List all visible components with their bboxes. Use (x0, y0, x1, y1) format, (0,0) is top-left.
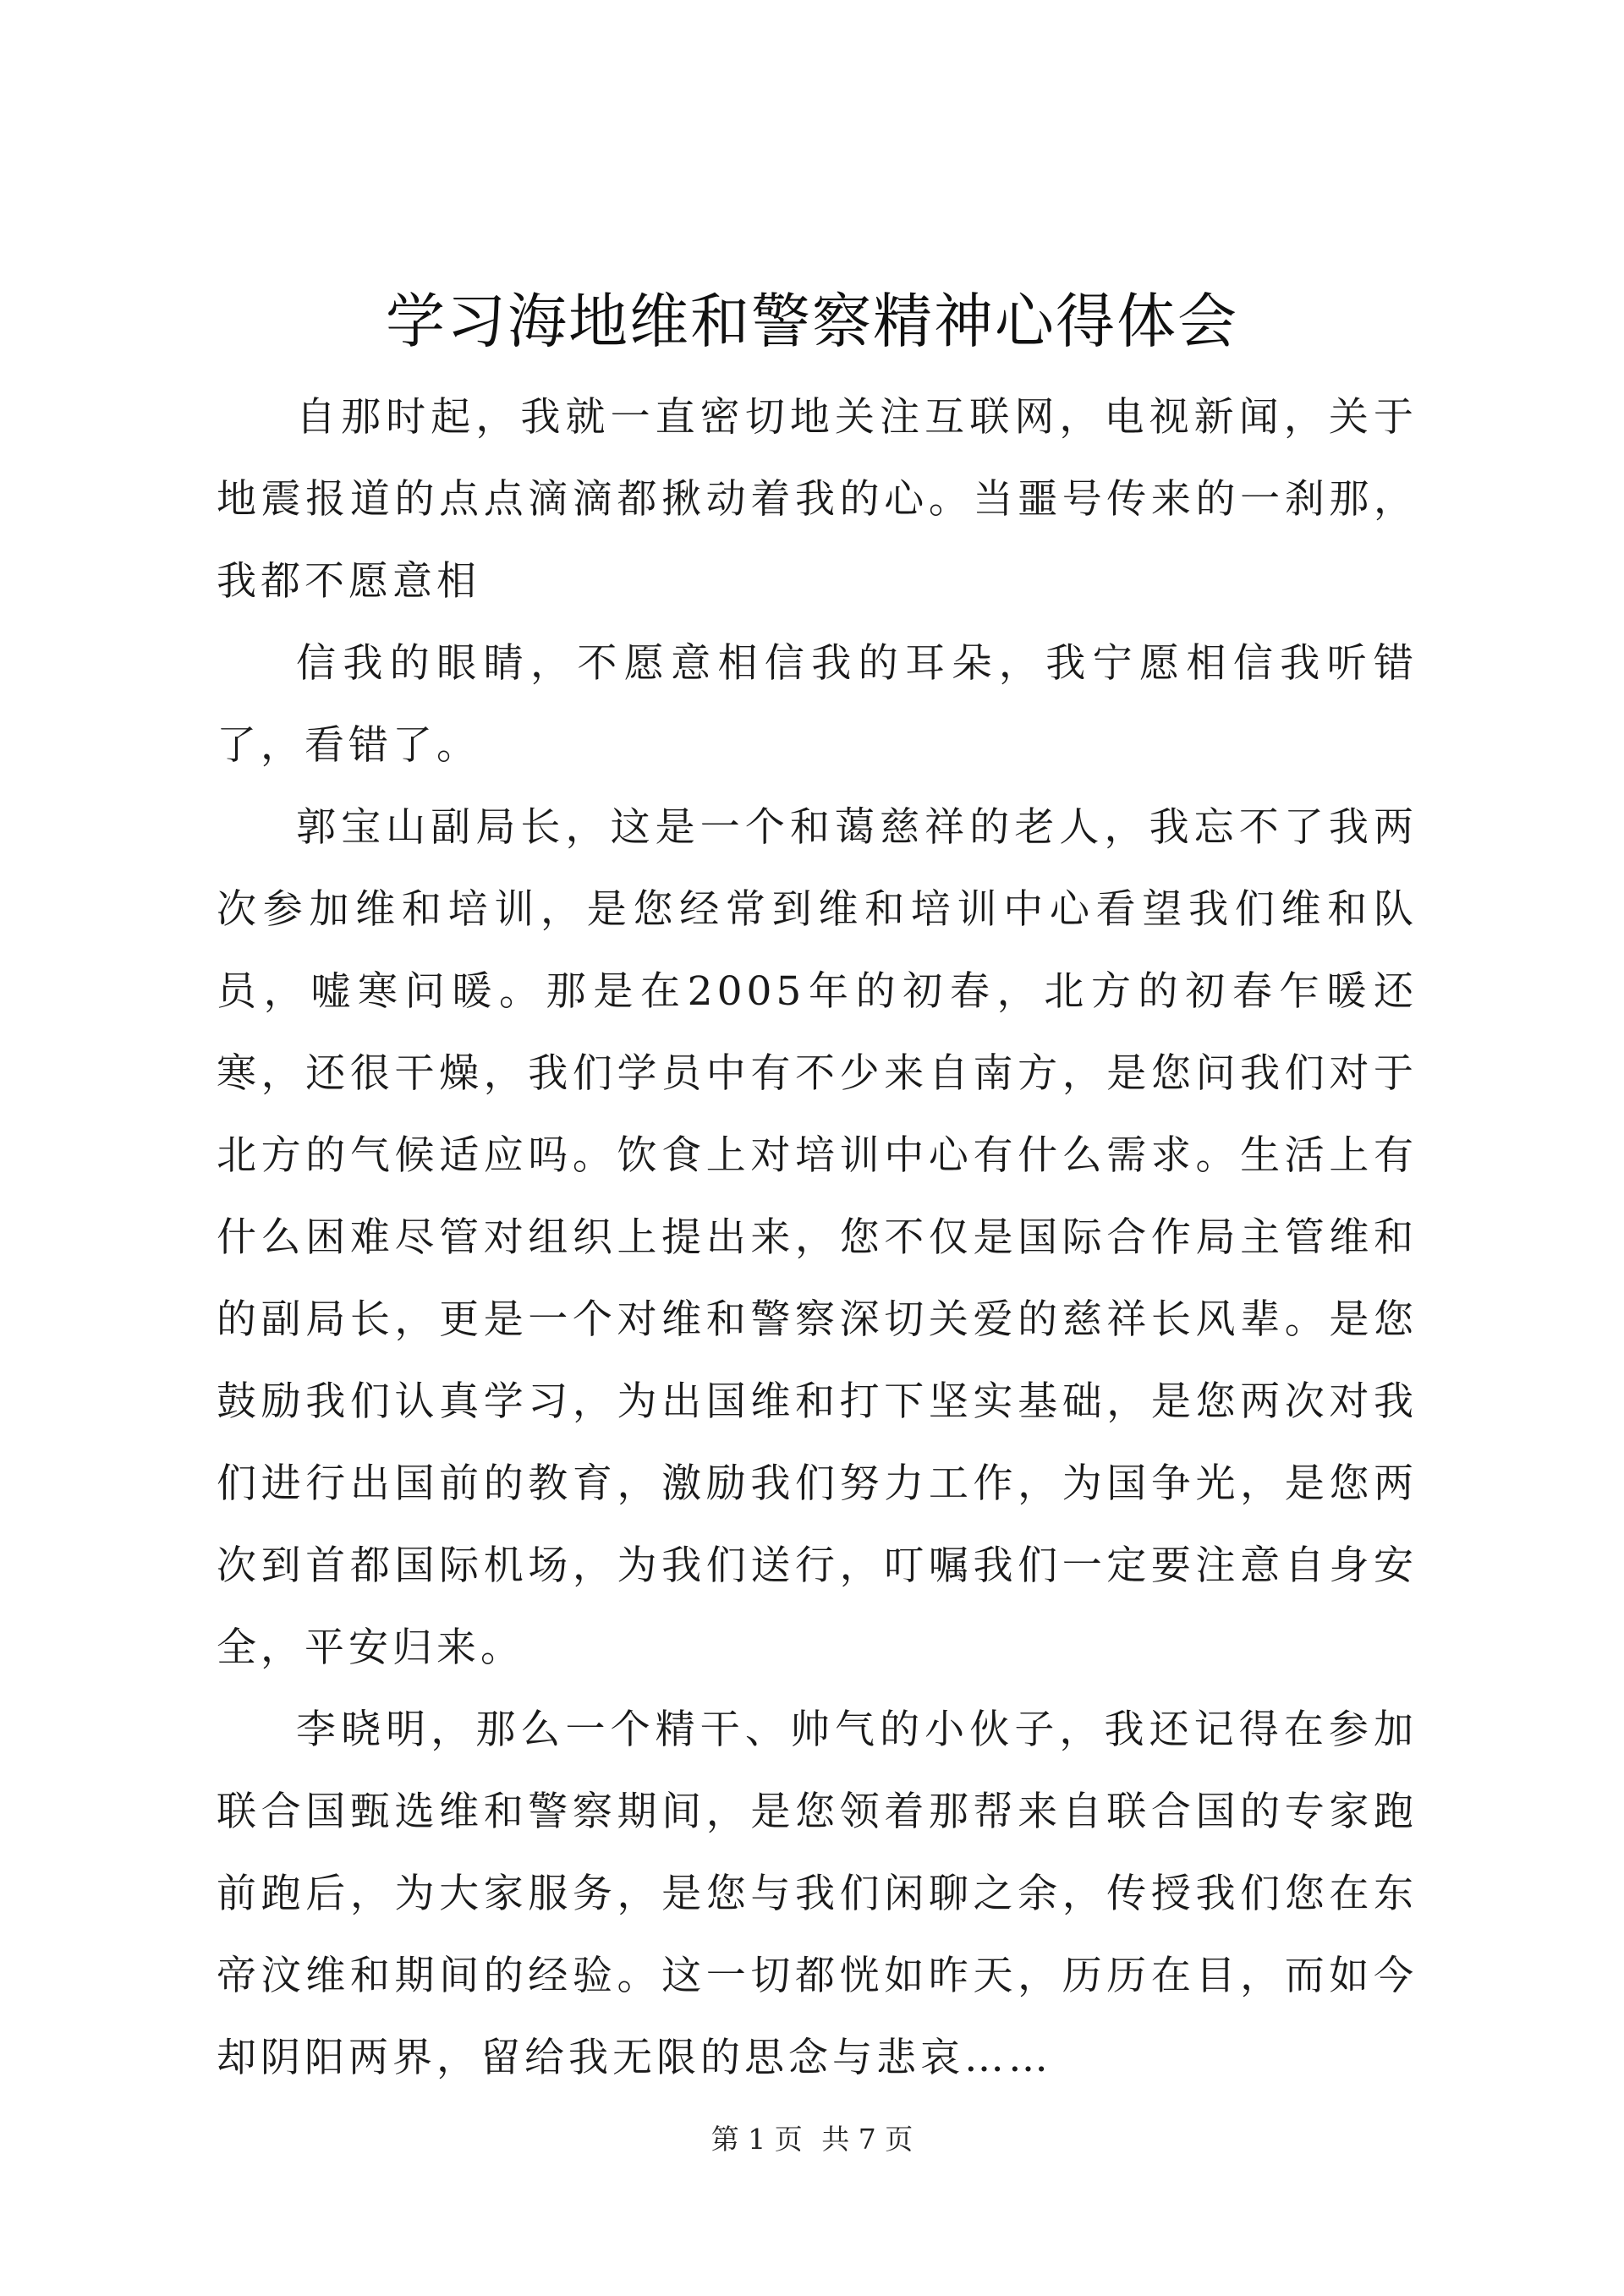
document-body (217, 376, 1418, 2099)
page-number: 第 1 页 (710, 2123, 803, 2156)
paragraph: 郭宝山副局长，这是一个和蔼慈祥的老人，我忘不了我两次参加维和培训，是您经常到维和培训中心看望我们维和队员，嘘寒问暖。那是在2005年的初春，北方的初春乍暖还寒，还很干燥，我们学员中有不少来自南方，是您问我们对于北方的气候适应吗。饮食上对培训中心有什么需求。生活上有什么困难尽管对组织上提出来，您不仅是国际合作局主管维和的副局长，更是一个对维和警察深切关爱的慈祥长风辈。是您鼓励我们认真学习，为出国维和打下坚实基础，是您两次对我们进行出国前的教育，激励我们努力工作，为国争光，是您两次到首都国际机场，为我们送行，叮嘱我们一定要注意自身安全，平安归来。 (217, 804, 1418, 1671)
page-footer (0, 2121, 1624, 2158)
document-title: 学习海地维和警察精神心得体会 (386, 287, 1238, 356)
paragraph: 信我的眼睛，不愿意相信我的耳朵，我宁愿相信我听错了，看错了。 (217, 640, 1418, 769)
paragraph: 李晓明，那么一个精干、帅气的小伙子，我还记得在参加联合国甄选维和警察期间，是您领着那帮来自联合国的专家跑前跑后，为大家服务，是您与我们闲聊之余，传授我们您在东帝汶维和期间的经验。这一切都恍如昨天，历历在目，而如今却阴阳两界，留给我无限的思念与悲哀…… (217, 1707, 1418, 2081)
page-total: 共 7 页 (821, 2123, 914, 2156)
paragraph: 自那时起，我就一直密切地关注互联网，电视新闻，关于地震报道的点点滴滴都揪动着我的心。当噩号传来的一刹那，我都不愿意相 (217, 394, 1418, 605)
